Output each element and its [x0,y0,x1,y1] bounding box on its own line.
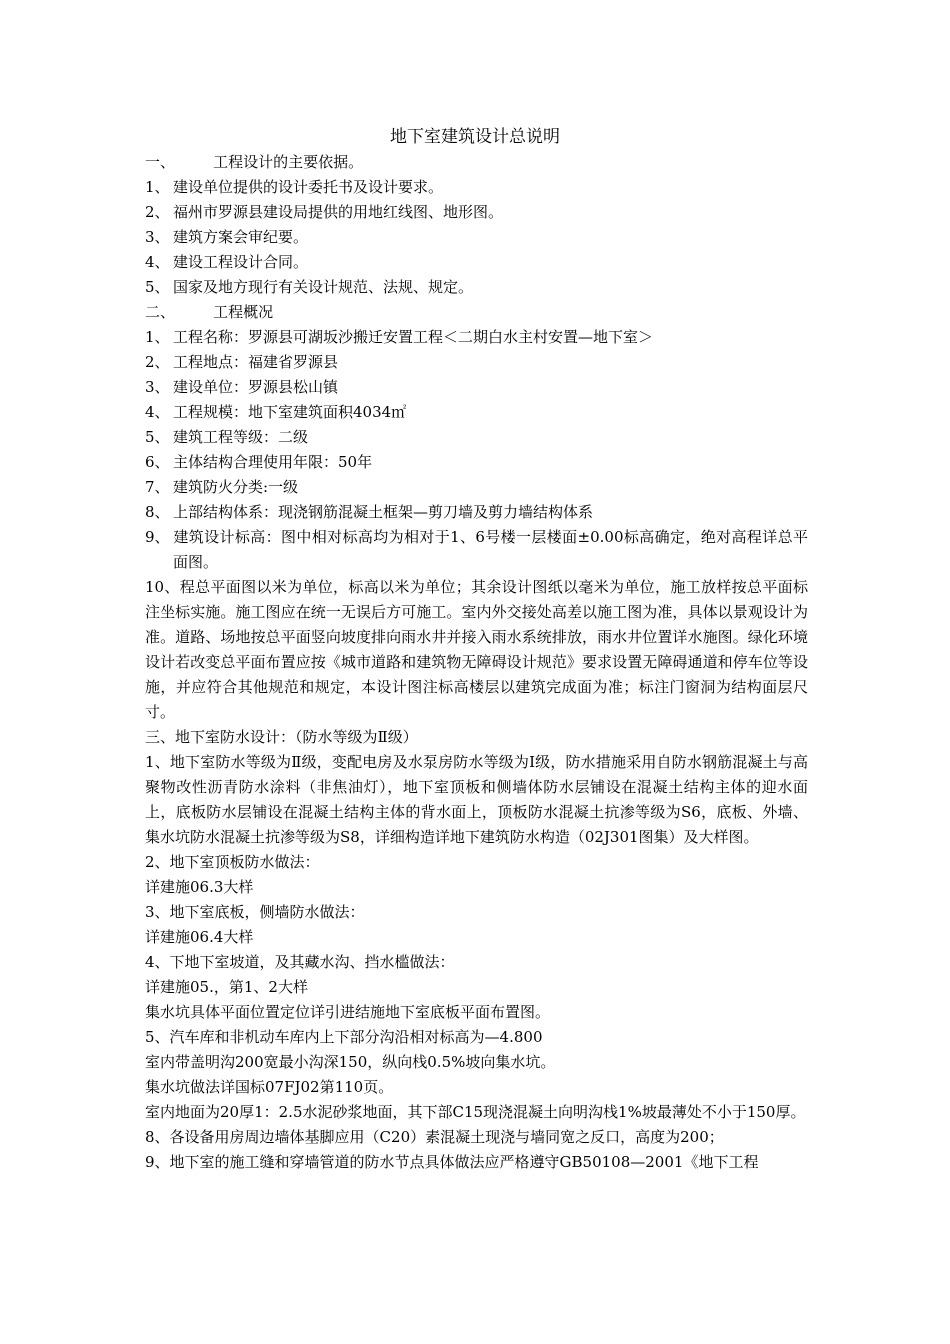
list-item: 5、 国家及地方现行有关设计规范、法规、规定。 [145,278,474,296]
paragraph-trench: 室内带盖明沟200宽最小沟深150，纵向栈0.5%坡向集水坑。 [145,1053,556,1071]
list-item: 3、 建设单位：罗源县松山镇 [145,378,339,396]
paragraph-equipment-room: 8、各设备用房周边墙体基脚应用（C20）素混凝土现浇与墙同宽之反口，高度为200； [145,1128,724,1146]
document-body [145,150,808,1175]
list-item: 9、 建筑设计标高：图中相对标高均为相对于1、6号楼一层楼面±0.00标高确定，绝对高程详总平面图。 [145,528,808,571]
paragraph-waterproof-grade: 1、地下室防水等级为Ⅱ级，变配电房及水泵房防水等级为Ⅰ级，防水措施采用自防水钢筋混凝土与高聚物改性沥青防水涂料（非焦油灯），地下室顶板和侧墙体防水层铺设在混凝土结构主体的迎水面上，底板防水层铺设在混凝土结构主体的背水面上，顶板防水混凝土抗渗等级为S6，底板、外墙、集水坑防水混凝土抗渗等级为S8，详细构造详地下建筑防水构造（02J301图集）及大样图。 [145,753,808,846]
list-item: 6、 主体结构合理使用年限：50年 [145,453,373,471]
paragraph-construction-joints: 9、地下室的施工缝和穿墙管道的防水节点具体做法应严格遵守GB50108—2001《地下工程 [145,1153,759,1171]
list-item: 4、 建设工程设计合同。 [145,253,309,271]
paragraph-garage-drain: 5、汽车库和非机动车库内上下部分沟沿相对标高为—4.800 [145,1028,543,1046]
list-item: 1、 工程名称：罗源县可湖坂沙搬迁安置工程＜二期白水主村安置—地下室＞ [145,328,654,346]
overview-list [145,325,808,575]
section-heading-overview: 二、 工程概况 [145,303,274,321]
document-title: 地下室建筑设计总说明 [390,127,560,147]
list-item: 5、 建筑工程等级：二级 [145,428,309,446]
list-item: 2、 工程地点：福建省罗源县 [145,353,339,371]
paragraph-sump-location: 集水坑具体平面位置定位详引进结施地下室底板平面布置图。 [145,1003,551,1021]
paragraph-floor-finish: 室内地面为20厚1：2.5水泥砂浆地面，其下部C15现浇混凝土向明沟栈1%坡最薄处不小于150厚。 [145,1103,806,1121]
paragraph-floor-detail-ref: 详建施06.4大样 [145,928,254,946]
paragraph-ramp: 4、下地下室坡道，及其藏水沟、挡水槛做法： [145,953,455,971]
list-item: 3、 建筑方案会审纪要。 [145,228,309,246]
paragraph-roof-detail-ref: 详建施06.3大样 [145,878,254,896]
paragraph-ramp-detail-ref: 详建施05.，第1、2大样 [145,978,308,996]
section-heading-waterproofing: 三、地下室防水设计：（防水等级为Ⅱ级） [145,728,418,746]
paragraph-sump-standard: 集水坑做法详国标07FJ02第110页。 [145,1078,394,1096]
list-item: 4、 工程规模：地下室建筑面积4034㎡ [145,403,407,421]
paragraph-site-plan: 10、程总平面图以米为单位，标高以米为单位；其余设计图纸以毫米为单位，施工放样按总平面标注坐标实施。施工图应在统一无误后方可施工。室内外交接处高差以施工图为准，具体以景观设计为准。道路、场地按总平面竖向坡度排向雨水井并接入雨水系统排放，雨水井位置详水施图。绿化环境设计若改变总平面布置应按《城市道路和建筑物无障碍设计规范》要求设置无障碍通道和停车位等设施，并应符合其他规范和规定，本设计图注标高楼层以建筑完成面为准；标注门窗洞为结构面层尺寸。 [145,578,808,721]
paragraph-floor-wall-waterproof: 3、地下室底板，侧墙防水做法： [145,903,365,921]
list-item: 7、 建筑防火分类:一级 [145,478,299,496]
list-item: 8、 上部结构体系：现浇钢筋混凝土框架—剪刀墙及剪力墙结构体系 [145,503,594,521]
section-heading-basis: 一、 工程设计的主要依据。 [145,153,364,171]
list-item: 2、 福州市罗源县建设局提供的用地红线图、地形图。 [145,203,504,221]
paragraph-roof-waterproof: 2、地下室顶板防水做法： [145,853,320,871]
list-item: 1、 建设单位提供的设计委托书及设计要求。 [145,178,444,196]
basis-list [145,175,808,300]
